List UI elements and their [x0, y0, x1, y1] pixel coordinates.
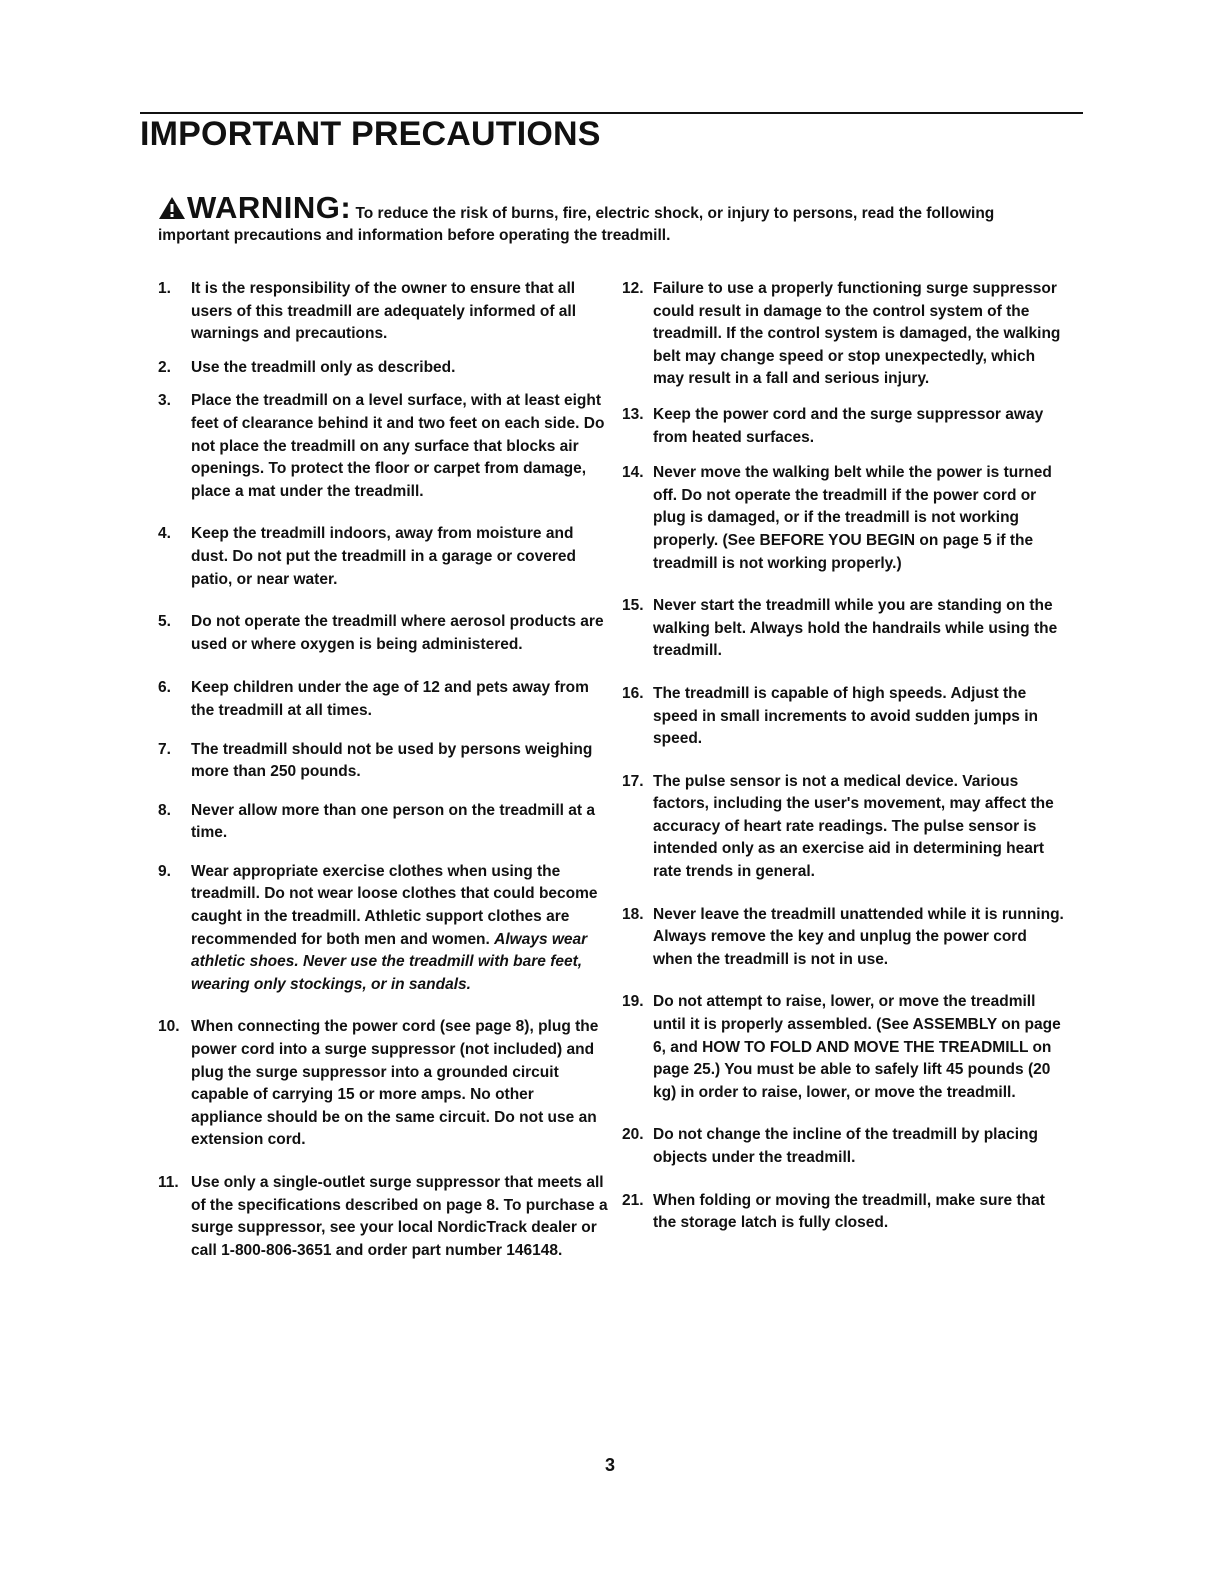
item-number: 8. [158, 801, 171, 819]
precautions-left-column [158, 278, 608, 1262]
list-item [622, 462, 1067, 575]
item-number: 11. [158, 1174, 179, 1191]
item-number: 17. [622, 772, 644, 790]
item-number: 13. [622, 405, 644, 423]
item-number: 12. [622, 280, 644, 297]
item-text: Place the treadmill on a level surface, with at least eight feet of clearance behind it and two feet on each side. Do not place the treadmill on any surface that blocks air openings. To protect the floor or carpet from damage, place a mat under the treadmill. [191, 392, 605, 500]
item-text: Failure to use a properly functioning surge suppressor could result in damage to the control system of the treadmill. If the control system is damaged, the walking belt may change speed or stop unexpectedly, which may result in a fall and serious injury. [653, 280, 1061, 388]
item-number: 19. [622, 993, 644, 1011]
item-text: Wear appropriate exercise clothes when using the treadmill. Do not wear loose clothes that could become caught in the treadmill. Athletic support clothes are recommended for both men and women. [191, 862, 598, 948]
item-text: Keep the power cord and the surge suppressor away from heated surfaces. [653, 405, 1044, 446]
list-item [158, 677, 608, 722]
warning-text: To reduce the risk of burns, fire, electric shock, or injury to persons, read the following important precautions and information before operating the treadmill. [158, 205, 995, 244]
list-item [158, 357, 608, 380]
item-emphasis: Always wear athletic shoes. Never use the treadmill with bare feet, wearing only stockings, or in sandals. [191, 930, 588, 993]
item-number: 4. [158, 525, 171, 543]
list-item [622, 1190, 1067, 1235]
item-number: 15. [622, 597, 644, 615]
list-item [622, 991, 1067, 1104]
page-number: 3 [604, 1455, 615, 1475]
item-text: Use the treadmill only as described. [191, 358, 456, 376]
list-item [158, 800, 608, 845]
header-rule [140, 112, 1083, 114]
list-item [158, 523, 608, 591]
warning-label: WARNING: [187, 190, 352, 225]
list-item [158, 1172, 608, 1262]
precautions-right-column [622, 278, 1067, 1235]
item-text: The treadmill is capable of high speeds. Adjust the speed in small increments to avoid sudden jumps in speed. [653, 684, 1039, 748]
page-title: IMPORTANT PRECAUTIONS [140, 115, 601, 153]
item-text: Do not operate the treadmill where aerosol products are used or where oxygen is being administered. [191, 613, 604, 653]
item-text: Keep the treadmill indoors, away from moisture and dust. Do not put the treadmill in a garage or covered patio, or near water. [191, 525, 576, 588]
item-number: 14. [622, 464, 644, 482]
item-number: 2. [158, 358, 171, 376]
list-item [622, 278, 1067, 391]
item-number: 18. [622, 905, 644, 923]
item-text: When connecting the power cord (see page 8), plug the power cord into a surge suppressor (not included) and plug the surge suppressor into a grounded circuit capable of carrying 15 or more amps. No other appliance should be on the same circuit. Do not use an extension cord. [191, 1018, 599, 1149]
list-item [622, 683, 1067, 751]
item-text: It is the responsibility of the owner to ensure that all users of this treadmill are adequately informed of all warnings and precautions. [191, 280, 577, 343]
warning-triangle-icon [158, 196, 186, 220]
item-text: When folding or moving the treadmill, make sure that the storage latch is fully closed. [653, 1191, 1045, 1232]
item-number: 10. [158, 1018, 180, 1036]
item-number: 21. [622, 1191, 644, 1209]
item-number: 6. [158, 679, 171, 697]
item-number: 9. [158, 862, 171, 880]
item-number: 7. [158, 740, 171, 758]
item-text: Do not change the incline of the treadmill by placing objects under the treadmill. [653, 1126, 1038, 1166]
list-item [158, 861, 608, 997]
item-text: The pulse sensor is not a medical device. Various factors, including the user's movement, may affect the accuracy of heart rate readings. The pulse sensor is intended only as an exercise aid in determining heart rate trends in general. [653, 772, 1054, 881]
item-text: Use only a single-outlet surge suppressor that meets all of the specifications described on page 8. To purchase a surge suppressor, see your local NordicTrack dealer or call 1-800-806-3651 and order part number 146148. [191, 1174, 608, 1259]
list-item [622, 771, 1067, 884]
item-text: Never leave the treadmill unattended while it is running. Always remove the key and unplug the power cord when the treadmill is not in use. [653, 905, 1064, 968]
item-number: 16. [622, 684, 644, 702]
list-item [158, 1016, 608, 1152]
list-item [158, 278, 608, 346]
list-item [158, 390, 608, 503]
item-text: Do not attempt to raise, lower, or move the treadmill until it is properly assembled. (See ASSEMBLY on page 6, and HOW TO FOLD AND MOVE THE TREADMILL on page 25.) You must be able to safely lift 45 pounds (20 kg) in order to raise, lower, or move the treadmill. [653, 993, 1061, 1101]
list-item [158, 611, 608, 656]
list-item [622, 1124, 1067, 1169]
item-number: 3. [158, 392, 171, 410]
list-item [158, 739, 608, 784]
item-number: 5. [158, 613, 171, 631]
warning-block [158, 190, 1068, 247]
item-text: Never allow more than one person on the treadmill at a time. [191, 801, 595, 842]
item-text: Never start the treadmill while you are standing on the walking belt. Always hold the handrails while using the treadmill. [653, 597, 1058, 660]
item-number: 20. [622, 1126, 644, 1144]
item-text: Never move the walking belt while the power is turned off. Do not operate the treadmill if the power cord or plug is damaged, or if the treadmill is not working properly. (See BEFORE YOU BEGIN on page 5 if the treadmill is not working properly.) [653, 464, 1052, 572]
item-text: The treadmill should not be used by persons weighing more than 250 pounds. [191, 740, 593, 781]
list-item [622, 904, 1067, 972]
item-number: 1. [158, 280, 171, 297]
item-text: Keep children under the age of 12 and pets away from the treadmill at all times. [191, 679, 589, 719]
list-item [622, 404, 1067, 449]
list-item [622, 595, 1067, 663]
